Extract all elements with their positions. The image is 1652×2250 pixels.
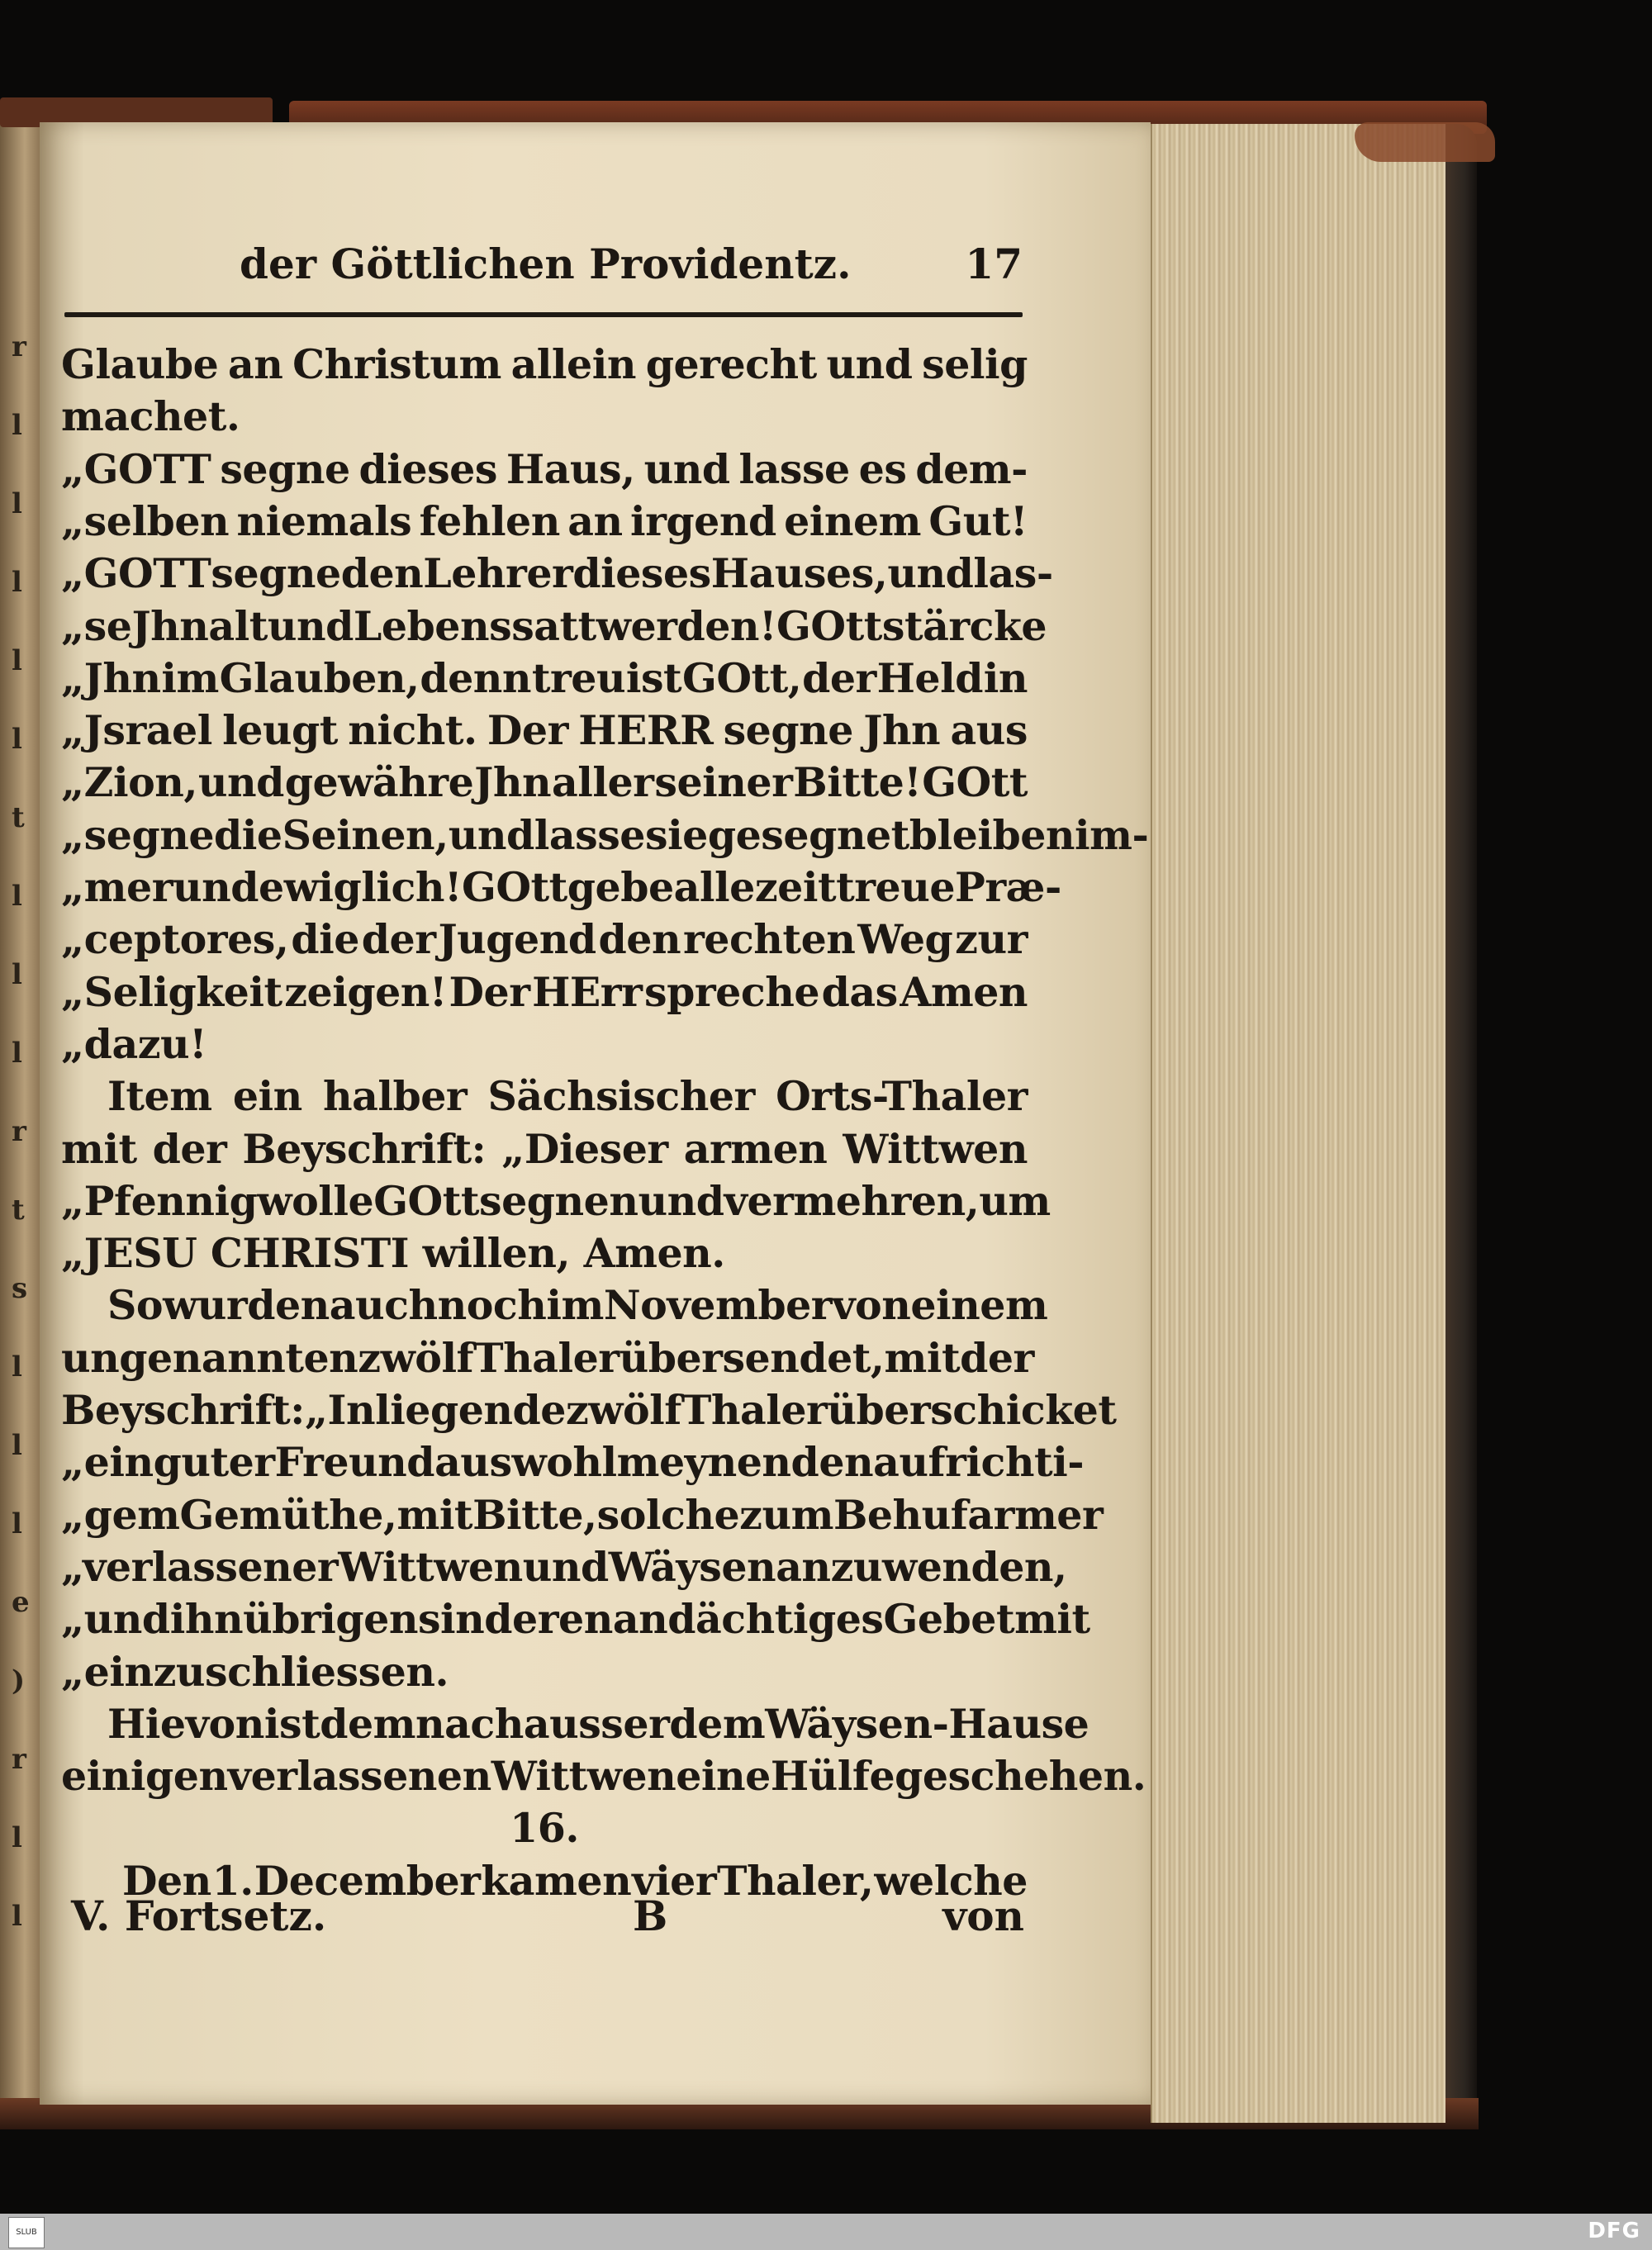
margin-letter: l (12, 566, 22, 599)
word: wolle (257, 1176, 374, 1225)
word: segnen (479, 1176, 638, 1225)
word: im (161, 653, 219, 702)
word: „Dieser (501, 1124, 668, 1173)
word: ihn (169, 1595, 244, 1644)
margin-letter: t (12, 801, 25, 834)
text-line (61, 340, 1028, 393)
word: deren (484, 1595, 613, 1644)
word: vermehren, (724, 1176, 980, 1225)
word: HERR (578, 706, 714, 755)
word: und (197, 758, 284, 807)
word: es (858, 444, 907, 493)
word: den (598, 915, 681, 964)
word: Beyschrift: (61, 1386, 305, 1434)
word: Lehrer (423, 549, 573, 598)
catchword: von (942, 1892, 1024, 1940)
text-line (61, 810, 1149, 864)
word: allein (510, 340, 636, 388)
margin-letter: l (12, 880, 22, 913)
word: Thaler (473, 1333, 620, 1382)
word: welche (874, 1856, 1028, 1905)
word: Thaler (681, 1386, 828, 1434)
word: aufrichti- (873, 1438, 1085, 1487)
text-line (61, 915, 1028, 968)
text-line (61, 497, 1028, 550)
word: ein (232, 1072, 302, 1121)
word: gewähre (284, 758, 474, 807)
word: „Inliegende (304, 1386, 566, 1434)
word: aller (552, 758, 654, 807)
word: „segne (61, 810, 215, 859)
word: „und (61, 1595, 170, 1644)
word: aus (950, 706, 1028, 755)
word: Glaube (61, 340, 219, 388)
word: überschicket (827, 1386, 1117, 1434)
text-line (107, 1699, 1089, 1753)
word: Jhn (131, 601, 209, 650)
word: Held (876, 653, 983, 702)
word: „Seligkeit (61, 967, 282, 1016)
margin-letter: l (12, 1900, 22, 1933)
word: „GOTT (61, 444, 211, 493)
word: mit (884, 1333, 961, 1382)
word: December (254, 1856, 481, 1905)
word: dieses (358, 444, 497, 493)
margin-letter: l (12, 1821, 22, 1854)
word: dieses (572, 549, 711, 598)
left-page-margin-letters (5, 330, 38, 1982)
word: allezeit (673, 863, 837, 911)
word: bleiben (909, 810, 1075, 859)
word: Jhn (863, 706, 941, 755)
margin-letter: l (12, 958, 22, 991)
word: segne (211, 549, 341, 598)
word: halber (323, 1072, 468, 1121)
margin-letter: s (12, 1272, 28, 1305)
word: las- (973, 549, 1053, 598)
footer-signature: V. Fortsetz. (71, 1892, 327, 1940)
word: November (603, 1281, 833, 1330)
margin-letter: l (12, 1507, 22, 1540)
word: „se (61, 601, 132, 650)
word: demnach (320, 1699, 524, 1748)
word: ist (625, 653, 682, 702)
word: und (826, 340, 913, 388)
word: solche (596, 1490, 740, 1539)
text-line (61, 1752, 1146, 1805)
word: HErr (532, 967, 643, 1016)
word: dem (669, 1699, 766, 1748)
word: spreche (644, 967, 819, 1016)
word: die (291, 915, 359, 964)
word: verlassenen (227, 1752, 491, 1801)
word: Freund (274, 1438, 435, 1487)
word: Weg (857, 915, 953, 964)
margin-letter: r (12, 1743, 26, 1776)
word: „Jhn (61, 653, 161, 702)
word: und (173, 863, 259, 911)
word: der (152, 1124, 227, 1173)
word: wurden (163, 1281, 330, 1330)
word: mit (61, 1124, 137, 1173)
word: „Zion, (61, 758, 197, 807)
word: GOtt (373, 1176, 480, 1225)
word: Jhn (474, 758, 552, 807)
word: der (361, 915, 436, 964)
margin-letter: t (12, 1194, 25, 1227)
word: nicht. (348, 706, 477, 755)
word: Haus, (506, 444, 635, 493)
text-line (61, 968, 1028, 1021)
word: im- (1075, 810, 1149, 859)
word: Wittwen (491, 1752, 676, 1801)
margin-letter: r (12, 330, 26, 363)
margin-letter: ) (12, 1664, 26, 1697)
viewer-bottom-bar (0, 2214, 1652, 2250)
word: treu (531, 653, 626, 702)
word: und (638, 1176, 724, 1225)
text-line (61, 445, 1028, 498)
running-title: der Göttlichen Providentz. (240, 240, 852, 288)
word: „ceptores, (61, 915, 289, 964)
word: der (960, 1333, 1034, 1382)
page-number: 17 (965, 240, 1023, 288)
text-line (61, 863, 1061, 916)
word: zwölf (565, 1386, 681, 1434)
word: „Jsrael (61, 706, 212, 755)
text-line: „einzuschliessen. (61, 1647, 449, 1696)
word: segne (723, 706, 853, 755)
text-line (61, 706, 1028, 759)
word: um (979, 1176, 1051, 1225)
word: Wäysen (608, 1542, 776, 1591)
library-logo: SLUB (8, 2217, 45, 2248)
word: denn (420, 653, 532, 702)
word: Præ- (955, 863, 1061, 911)
word: von (832, 1281, 911, 1330)
dfg-mark: DFG (1588, 2219, 1640, 2243)
word: einem (910, 1281, 1048, 1330)
word: fehlen (419, 496, 560, 545)
word: Sächsischer (487, 1072, 755, 1121)
word: Thaler, (717, 1856, 874, 1905)
word: geschehen. (895, 1752, 1146, 1801)
page-header (240, 233, 1024, 299)
word: übrigens (243, 1595, 441, 1644)
word: im (546, 1281, 604, 1330)
word: Jugend (438, 915, 596, 964)
word: armen (683, 1124, 828, 1173)
word: GOtt, (681, 653, 802, 702)
word: Der (449, 967, 530, 1016)
word: zur (955, 915, 1028, 964)
text-line (61, 1490, 1104, 1544)
word: andächtiges (612, 1595, 884, 1644)
word: „ein (61, 1438, 154, 1487)
text-line (61, 758, 1028, 811)
word: GOtt (461, 863, 567, 911)
word: wohlmeynenden (511, 1438, 874, 1487)
word: an (228, 340, 283, 388)
word: Hülfe (770, 1752, 895, 1801)
word: selig (922, 340, 1028, 388)
word: das (821, 967, 898, 1016)
word: Gut! (928, 496, 1028, 545)
word: und (643, 444, 730, 493)
word: und (522, 1542, 609, 1591)
text-line (61, 549, 1053, 602)
word: kamen (481, 1856, 632, 1905)
word: eine (676, 1752, 771, 1801)
word: rechten (682, 915, 856, 964)
word: seiner (654, 758, 793, 807)
margin-letter: l (12, 644, 22, 677)
margin-letter: l (12, 723, 22, 756)
text-line (61, 1176, 1051, 1230)
word: Wittwen (843, 1124, 1028, 1173)
word: Item (107, 1072, 212, 1121)
word: ungenannten (61, 1333, 358, 1382)
word: auch (329, 1281, 438, 1330)
word: gebe (567, 863, 674, 911)
signature-mark: B (633, 1892, 668, 1940)
header-rule (64, 312, 1023, 317)
word: irgend (629, 496, 776, 545)
word: GOtt (922, 758, 1028, 807)
word: ewiglich! (259, 863, 462, 911)
text-line (61, 1438, 1085, 1491)
word: dem- (915, 444, 1028, 493)
margin-letter: l (12, 1350, 22, 1384)
text-line (61, 1125, 1028, 1178)
word: Glauben, (219, 653, 420, 702)
text-line: 16. (510, 1804, 579, 1853)
word: 1. (211, 1856, 254, 1905)
word: gerecht (645, 340, 817, 388)
word: der (802, 653, 876, 702)
word: GOtt (776, 601, 882, 650)
word: Seinen, (282, 810, 449, 859)
word: „selben (61, 496, 230, 545)
page-footer (71, 1892, 1029, 1949)
word: anzuwenden, (776, 1542, 1067, 1591)
word: mit (1014, 1595, 1090, 1644)
text-line: „JESU CHRISTI willen, Amen. (61, 1229, 725, 1278)
text-line (61, 1542, 1067, 1596)
word: lasse (738, 444, 850, 493)
word: zwölf (358, 1333, 474, 1382)
word: Amen (900, 967, 1028, 1016)
word: „gem (61, 1490, 180, 1539)
text-line (61, 601, 1047, 655)
text-line: machet. (61, 392, 240, 441)
word: und (267, 601, 354, 650)
word: satt (511, 601, 596, 650)
word: werden! (596, 601, 777, 650)
word: Hievon (107, 1699, 264, 1748)
word: einem (784, 496, 922, 545)
word: Den (122, 1856, 211, 1905)
word: vier (632, 1856, 717, 1905)
word: Hauses, (710, 549, 888, 598)
word: Wittwen (338, 1542, 523, 1591)
text-line (107, 1072, 1028, 1125)
word: in (983, 653, 1028, 702)
margin-letter: r (12, 1115, 26, 1148)
word: den (340, 549, 424, 598)
word: einigen (61, 1752, 228, 1801)
margin-letter: l (12, 409, 22, 442)
text-line: „dazu! (61, 1019, 207, 1068)
word: „Pfennig (61, 1176, 258, 1225)
word: übersendet, (619, 1333, 885, 1382)
word: Bitte! (793, 758, 922, 807)
word: niemals (236, 496, 412, 545)
word: Lebens (353, 601, 512, 650)
word: „GOTT (61, 549, 211, 598)
word: treue (836, 863, 956, 911)
word: Wäysen-Hause (765, 1699, 1089, 1748)
word: segne (220, 444, 350, 493)
word: guter (153, 1438, 275, 1487)
word: alt (208, 601, 268, 650)
word: an (567, 496, 623, 545)
word: Der (487, 706, 568, 755)
margin-letter: l (12, 1037, 22, 1070)
word: stärcke (881, 601, 1047, 650)
word: Christum (292, 340, 501, 388)
word: Gebet (883, 1595, 1015, 1644)
word: Gemüthe, (179, 1490, 397, 1539)
word: aus (434, 1438, 512, 1487)
word: und (887, 549, 974, 598)
word: ist (263, 1699, 320, 1748)
word: mit (396, 1490, 473, 1539)
page-block-edge (1151, 124, 1446, 2123)
word: leugt (222, 706, 338, 755)
text-line (107, 1281, 1048, 1334)
word: die (214, 810, 282, 859)
word: gesegnet (707, 810, 909, 859)
word: zum (739, 1490, 833, 1539)
word: „verlassener (61, 1542, 339, 1591)
margin-letter: l (12, 1429, 22, 1462)
word: sie (644, 810, 708, 859)
word: lasse (534, 810, 645, 859)
cover-tear (1355, 122, 1495, 162)
word: armer (967, 1490, 1104, 1539)
text-line (61, 1386, 1117, 1439)
word: noch (437, 1281, 547, 1330)
word: So (107, 1281, 164, 1330)
word: Beyschrift: (242, 1124, 487, 1173)
word: „mer (61, 863, 173, 911)
word: Behuf (833, 1490, 968, 1539)
word: in (440, 1595, 485, 1644)
word: Bitte, (472, 1490, 597, 1539)
margin-letter: l (12, 487, 22, 520)
word: und (448, 810, 534, 859)
word: Orts-Thaler (776, 1072, 1028, 1121)
text-line (61, 654, 1028, 707)
text-line (61, 1333, 1034, 1387)
text-line (61, 1595, 1090, 1648)
word: zeigen! (284, 967, 447, 1016)
word: ausser (523, 1699, 670, 1748)
margin-letter: e (12, 1586, 30, 1619)
